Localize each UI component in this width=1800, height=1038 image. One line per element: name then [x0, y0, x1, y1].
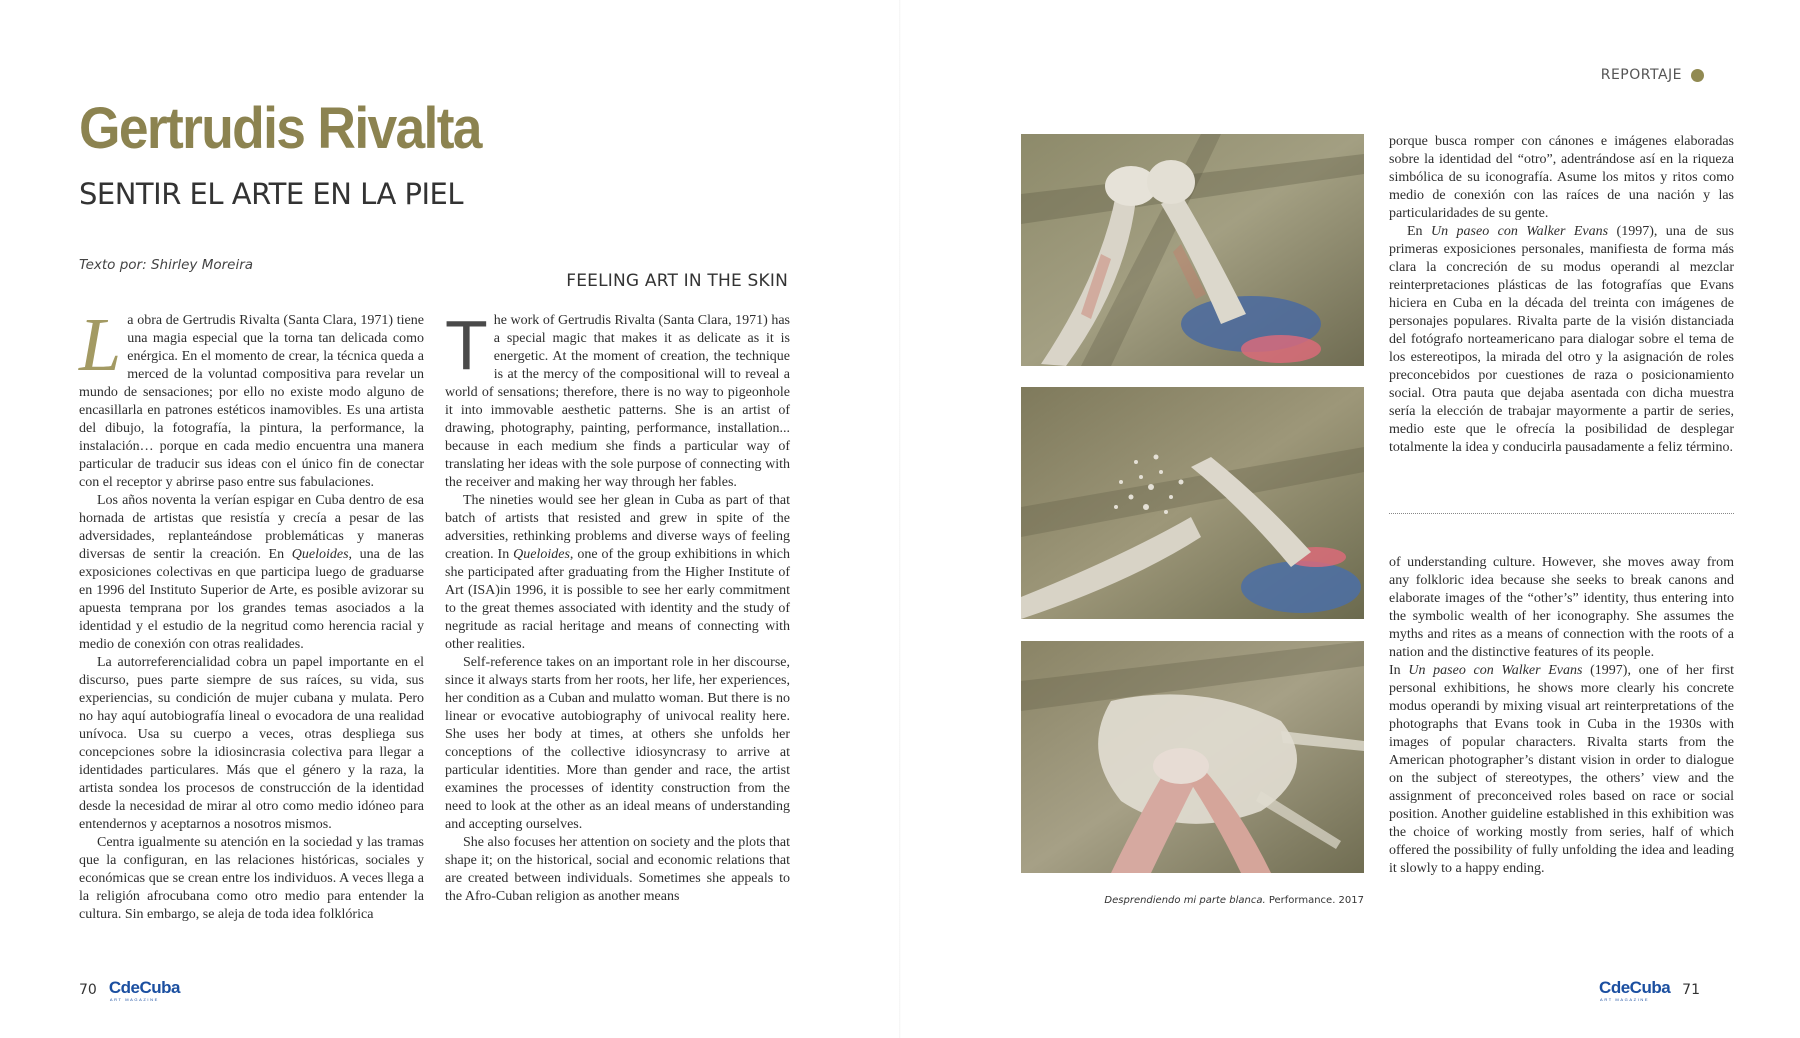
- magazine-logo: [109, 979, 180, 1001]
- byline-author: Shirley Moreira: [150, 257, 254, 273]
- paragraph: of understanding culture. However, she moves away from any folkloric idea because she seeks to break canons and elaborate images of the “other’s” identity, thus entering into the symbolic wealth of her iconography. She assumes the myths and rites as a means of connection with the roots of a nation and the distinctive features of its people.: [1389, 555, 1734, 660]
- paragraph: [1389, 662, 1734, 878]
- paragraph: [445, 306, 790, 492]
- byline: [79, 257, 253, 273]
- dotted-divider: [1389, 513, 1734, 514]
- paragraph-text: , one of the group exhibitions in which she participated after graduating from the Higher Institute of Art (ISA)in 1996, it is possible to see her early commitment to the great themes associated with identity and the study of negritude as racial heritage and means of connecting with other realities.: [445, 547, 790, 652]
- paragraph: Centra igualmente su atención en la sociedad y las tramas que la configuran, en las relaciones históricas, sociales y económicas que se crean entre los individuos. A veces llega a la religión afrocubana como otro medio para entender la cultura. Sin embargo, se aleja de toda idea folklórica: [79, 835, 424, 922]
- performance-photo-1: [1021, 134, 1364, 366]
- byline-prefix: Texto por:: [79, 257, 147, 273]
- footer-left: [79, 979, 180, 1001]
- paragraph-text: (1997), one of her first personal exhibitions, he shows more clearly his concrete modus operandi by mixing visual art reinterpretations of the photographs that Evans took in Cuba in the 1930s with images of popular characters. Rivalta starts from the American photographer’s distant vision in order to dialogue on the subject of stereotypes, the others’ view and the assignment of preconceived roles based on race or social position. Another guideline established in this exhibition was the choice of working mostly from series, half of which offered the possibility of fully unfolding the idea and leading it slowly to a happy ending.: [1389, 663, 1735, 876]
- section-label: REPORTAJE: [1600, 67, 1682, 83]
- exhibition-title: Queloides: [291, 547, 349, 562]
- caption-detail: Performance. 2017: [1265, 895, 1364, 906]
- logo-tagline: ART MAGAZINE: [1600, 997, 1650, 1002]
- paragraph: [445, 492, 790, 654]
- paragraph-text: a obra de Gertrudis Rivalta (Santa Clara, 1971) tiene una magia especial que la torna tan delicada como enérgica. En el momento de crear, la técnica queda a merced de la voluntad compositiva para revelar un mundo de sensaciones; por ello no existe modo alguno de encasillarla en patrones estéticos inamovibles. Es una artista del dibujo, la fotografía, la pintura, la performance, la instalación… porque en cada medio encuentra una manera particular de traducir sus ideas con el único fin de conectar con el receptor y abrirse paso entre sus fabulaciones.: [79, 313, 424, 490]
- paragraph-text: Los años noventa la verían espigar en Cuba dentro de esa hornada de artistas que resistía y crecía a pesar de las adversidades, replanteándose problemáticas y maneras diversas de sentir la creación. En: [79, 493, 424, 562]
- page-number: 70: [79, 982, 97, 998]
- paragraph: porque busca romper con cánones e imágenes elaboradas sobre la identidad del “otro”, adentrándose así en la riqueza simbólica de su iconografía. Asume los mitos y ritos como medio de conexión con las raíces de una nación y las particularidades de su gente.: [1389, 134, 1734, 221]
- paragraph: [79, 303, 424, 492]
- drop-cap: T: [445, 306, 488, 384]
- spanish-column-1: [79, 303, 424, 924]
- performance-photo-3: [1021, 641, 1364, 873]
- right-page: [900, 0, 1800, 1038]
- article-subtitle: SENTIR EL ARTE EN LA PIEL: [79, 177, 464, 211]
- english-subtitle: FEELING ART IN THE SKIN: [566, 271, 788, 291]
- paragraph: La autorreferencialidad cobra un papel importante en el discurso, pues parte siempre de sus raíces, su vida, sus experiencias, su condición de mujer cubana y mulata. Pero no hay aquí autobiografía lineal o evocadora de una realidad unívoca. Usa su cuerpo a veces, otras despliega sus concepciones sobre la idiosincrasia colectiva para llegar a identidades particulares. Más que el género y la raza, la artista sondea los procesos de construcción de la identidad desde la necesidad de mirar al otro como medio idóneo para entendernos y aceptarnos a nosotros mismos.: [79, 655, 424, 832]
- english-column-2: [1389, 554, 1734, 878]
- drop-cap: L: [79, 303, 122, 387]
- caption-title: Desprendiendo mi parte blanca.: [1104, 895, 1266, 906]
- photo-caption: [1021, 895, 1364, 906]
- paragraph: [1389, 223, 1734, 457]
- paragraph-text: En: [1407, 224, 1431, 239]
- paragraph-text: In: [1389, 663, 1409, 678]
- paragraph-text: The nineties would see her glean in Cuba as part of that batch of artists that resisted and grew in spite of the adversities, rethinking problems and diverse ways of feeling creation. In: [445, 493, 790, 562]
- paragraph-text: (1997), una de sus primeras exposiciones personales, manifiesta de forma más clara la concreción de su modus operandi al mezclar reinterpretaciones plásticas de las fotografías que Evans hiciera en Cuba en la década del treinta con imágenes de personajes populares. Rivalta parte de la visión distanciada del fotógrafo norteamericano para dialogar sobre el tema de los estereotipos, la mirada del otro y la asignación de roles preconcebidos por cuestiones de raza o posicionamiento social. Otra pauta que dejaba asentada con dicha muestra sería la elección de trabajar mayormente a partir de series, medio este que le ofrecía la posibilidad de desplegar totalmente la idea y conducirla pausadamente a feliz término.: [1389, 224, 1734, 455]
- logo-name: CdeCuba: [108, 978, 180, 997]
- magazine-logo: [1599, 979, 1670, 1001]
- page-number: 71: [1682, 982, 1700, 998]
- exhibition-title: Un paseo con Walker Evans: [1431, 224, 1609, 239]
- exhibition-title: Queloides: [513, 547, 570, 562]
- section-dot-icon: [1691, 69, 1704, 82]
- paragraph: [79, 492, 424, 654]
- performance-photo-2: [1021, 387, 1364, 619]
- spanish-column-2: [1389, 133, 1734, 457]
- paragraph-text: , una de las exposiciones colectivas en que participa luego de graduarse en 1996 del Instituto Superior de Arte, es posible avizorar su apuesta temprana por los grandes temas asociados a la identidad y el estudio de la negritud como herencia racial y medio de conexión con otras realidades.: [79, 547, 424, 652]
- logo-tagline: ART MAGAZINE: [109, 997, 159, 1002]
- paragraph: She also focuses her attention on society and the plots that shape it; on the historical, social and economic relations that are created between individuals. Sometimes she appeals to the Afro-Cuban religion as another means: [445, 835, 790, 904]
- logo-name: CdeCuba: [1599, 978, 1671, 997]
- exhibition-title: Un paseo con Walker Evans: [1408, 663, 1583, 678]
- paragraph: Self-reference takes on an important role in her discourse, since it always starts from her roots, her life, her experiences, her condition as a Cuban and mulatto woman. But there is no linear or evocative autobiography of univocal reality here. She uses her body at times, at others she unfolds her conceptions of the collective idiosyncrasy to arrive at particular identities. More than gender and race, the artist examines the processes of identity construction from the need to look at the other as an ideal means of understanding and accepting ourselves.: [445, 655, 790, 832]
- paragraph-text: he work of Gertrudis Rivalta (Santa Clara, 1971) has a special magic that makes it as delicate as it is energetic. At the moment of creation, the technique is at the mercy of the compositional will to reveal a world of sensations; therefore, there is no way to pigeonhole it into immovable aesthetic patterns. She is an artist of drawing, photography, painting, performance, installation... because in each medium she finds a particular way of translating her ideas with the sole purpose of connecting with the receiver and making her way through her fables.: [445, 313, 790, 490]
- article-title: Gertrudis Rivalta: [79, 96, 481, 161]
- english-column-1: [445, 306, 790, 906]
- footer-right: [1599, 979, 1700, 1001]
